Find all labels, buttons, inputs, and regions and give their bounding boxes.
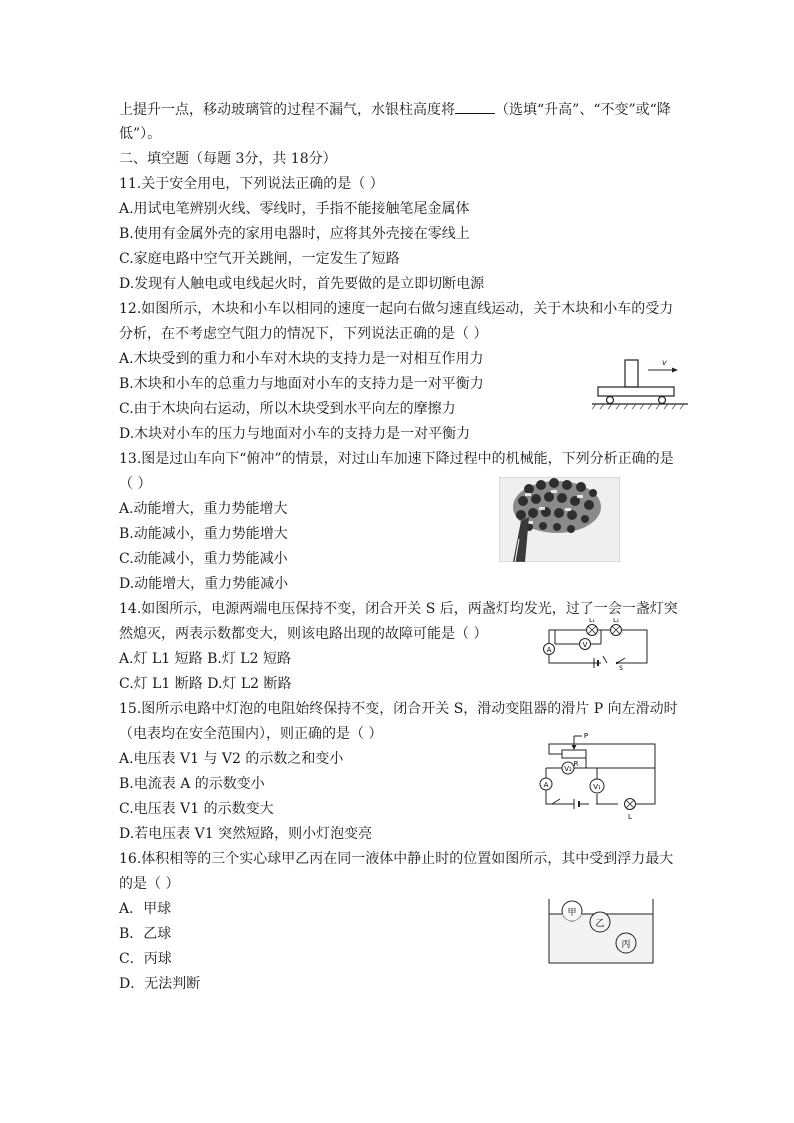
ball-bing xyxy=(616,933,636,953)
question-13-option-c: C.动能减小，重力势能减小 xyxy=(119,551,288,567)
question-14-stem-2: 然熄灭，两表示数都变大，则该电路出现的故障可能是（ ） xyxy=(119,626,488,642)
question-15-option-b: B.电流表 A 的示数变小 xyxy=(119,776,265,792)
question-15-stem-1: 15.图所示电路中灯泡的电阻始终保持不变，闭合开关 S，滑动变阻器的滑片 P 向左滑动时 xyxy=(119,701,678,717)
svg-text:R: R xyxy=(573,760,579,768)
svg-text:丙: 丙 xyxy=(621,940,631,950)
question-11-stem: 11.关于安全用电，下列说法正确的是（ ） xyxy=(119,176,384,192)
svg-text:L₁: L₁ xyxy=(589,618,595,624)
continuation-line-1: 上提升一点，移动玻璃管的过程不漏气，水银柱高度将 （选填“升高”、“不变”或“降 xyxy=(119,102,671,118)
question-13-option-b: B.动能减小，重力势能增大 xyxy=(119,526,288,542)
question-15-option-a: A.电压表 V1 与 V2 的示数之和变小 xyxy=(119,751,344,767)
svg-text:V: V xyxy=(582,641,588,649)
voltmeter-v1 xyxy=(590,779,604,793)
question-16-option-a: A．甲球 xyxy=(119,901,172,917)
question-13-option-d: D.动能增大，重力势能减小 xyxy=(119,576,289,592)
cart-body xyxy=(598,387,674,396)
voltmeter-v2 xyxy=(562,762,574,774)
question-11-option-b: B.使用有金属外壳的家用电器时，应将其外壳接在零线上 xyxy=(119,226,470,242)
cart-wheel-left xyxy=(607,397,614,404)
svg-text:V₂: V₂ xyxy=(564,765,572,773)
question-12-option-d: D.木块对小车的压力与地面对小车的支持力是一对平衡力 xyxy=(119,426,471,442)
slider-p-icon xyxy=(572,732,589,750)
wooden-block xyxy=(625,360,638,387)
section-title: 二、填空题（每题 3分，共 18分） xyxy=(119,151,337,167)
question-16-option-b: B．乙球 xyxy=(119,926,172,942)
svg-text:S: S xyxy=(619,665,623,670)
circuit-figure-q15 xyxy=(534,724,660,822)
question-16-stem-2: 的是（ ） xyxy=(119,876,180,892)
question-12-stem-2: 分析，在不考虑空气阻力的情况下，下列说法正确的是（ ） xyxy=(119,326,488,342)
question-11-option-a: A.用试电笔辨别火线、零线时，手指不能接触笔尾金属体 xyxy=(119,201,470,217)
question-16-stem-1: 16.体积相等的三个实心球甲乙丙在同一液体中静止时的位置如图所示，其中受到浮力最大 xyxy=(119,851,674,867)
cart-wheel-right xyxy=(659,397,666,404)
lamp-l1-icon xyxy=(587,618,598,636)
question-14-option-cd: C.灯 L1 断路 D.灯 L2 断路 xyxy=(119,676,292,692)
svg-text:A: A xyxy=(543,781,549,789)
roller-coaster-photo xyxy=(499,477,620,562)
question-15-option-c: C.电压表 V1 的示数变大 xyxy=(119,801,274,817)
question-15-option-d: D.若电压表 V1 突然短路，则小灯泡变亮 xyxy=(119,826,373,842)
svg-text:V₁: V₁ xyxy=(593,783,601,791)
svg-text:甲: 甲 xyxy=(567,908,577,918)
lamp-l-icon xyxy=(625,799,636,822)
arrow-head-icon xyxy=(672,368,678,373)
circuit-figure-q14 xyxy=(539,618,651,670)
question-13-stem-2: （ ） xyxy=(119,476,152,492)
question-12-option-c: C.由于木块向右运动，所以木块受到水平向左的摩擦力 xyxy=(119,401,456,417)
question-12-stem-1: 12.如图所示，木块和小车以相同的速度一起向右做匀速直线运动，关于木块和小车的受力 xyxy=(119,301,674,317)
question-12-option-a: A.木块受到的重力和小车对木块的支持力是一对相互作用力 xyxy=(119,351,484,367)
ball-yi xyxy=(590,912,610,932)
question-16-option-c: C．丙球 xyxy=(119,951,172,967)
ammeter-q15 xyxy=(540,778,552,790)
velocity-label: v xyxy=(662,358,667,367)
battery-icon xyxy=(574,799,579,809)
svg-text:L₂: L₂ xyxy=(613,618,619,624)
switch-icon xyxy=(552,799,560,804)
question-11-option-d: D.发现有人触电或电线起火时，首先要做的是立即切断电源 xyxy=(119,276,485,292)
question-11-option-c: C.家庭电路中空气开关跳闸，一定发生了短路 xyxy=(119,251,400,267)
svg-text:乙: 乙 xyxy=(595,919,605,929)
svg-text:L: L xyxy=(628,813,632,821)
question-12-option-b: B.木块和小车的总重力与地面对小车的支持力是一对平衡力 xyxy=(119,376,484,392)
question-14-option-ab: A.灯 L1 短路 B.灯 L2 短路 xyxy=(119,651,291,667)
ball-jia xyxy=(562,901,582,921)
voltmeter-q14 xyxy=(580,639,591,650)
question-13-stem-1: 13.图是过山车向下“俯冲”的情景，对过山车加速下降过程中的机械能，下列分析正确的是 xyxy=(119,451,674,467)
question-14-stem-1: 14.如图所示，电源两端电压保持不变，闭合开关 S 后，两盏灯均发光，过了一会一盏灯突 xyxy=(119,601,678,617)
question-16-option-d: D．无法判断 xyxy=(119,976,201,992)
cart-block-figure xyxy=(592,356,688,414)
question-15-stem-2: （电表均在安全范围内），则正确的是（ ） xyxy=(119,726,383,742)
switch-s-icon xyxy=(616,658,625,670)
answer-blank xyxy=(455,101,495,114)
floating-balls-figure xyxy=(547,897,655,965)
ground-hatch xyxy=(592,404,684,409)
question-13-option-a: A.动能增大，重力势能增大 xyxy=(119,501,288,517)
lamp-l2-icon xyxy=(611,618,622,636)
svg-text:P: P xyxy=(583,732,589,740)
svg-text:A: A xyxy=(546,646,552,654)
ammeter-q14 xyxy=(544,644,555,655)
continuation-line-2: 低”）。 xyxy=(119,126,162,142)
